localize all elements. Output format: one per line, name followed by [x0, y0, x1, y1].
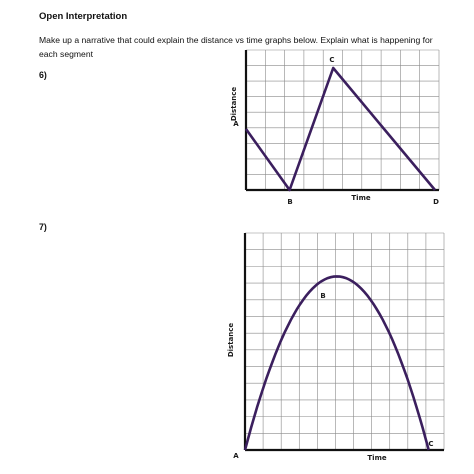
- worksheet-title: Open Interpretation: [39, 11, 128, 22]
- graph-7-point-a-label: A: [233, 452, 239, 460]
- graph-6: [230, 50, 439, 206]
- graph-6-point-b-label: B: [287, 198, 293, 206]
- graph-6-point-c-label: C: [329, 56, 335, 64]
- graph-7-axes: [245, 233, 444, 450]
- instructions-text: Make up a narrative that could explain the distance vs time graphs below. Explain what is happening for each segment: [39, 35, 433, 59]
- graph-7-x-axis-label: Time: [367, 454, 387, 462]
- graph-6-point-d-label: D: [433, 198, 439, 206]
- graph-6-y-axis-label: Distance: [230, 86, 238, 122]
- graph-7: [227, 233, 444, 462]
- graph-6-point-a-label: A: [233, 120, 239, 128]
- graph-7-grid: [245, 233, 444, 450]
- graph-7-y-axis-label: Distance: [227, 322, 235, 358]
- graph-7-point-b-label: B: [320, 292, 326, 300]
- question-6-number: 6): [39, 70, 47, 80]
- graph-7-curve: [245, 276, 429, 450]
- graph-6-line: [246, 68, 435, 190]
- graph-6-x-axis-label: Time: [351, 194, 371, 202]
- question-7-number: 7): [39, 222, 47, 232]
- graph-7-point-c-label: C: [428, 440, 434, 448]
